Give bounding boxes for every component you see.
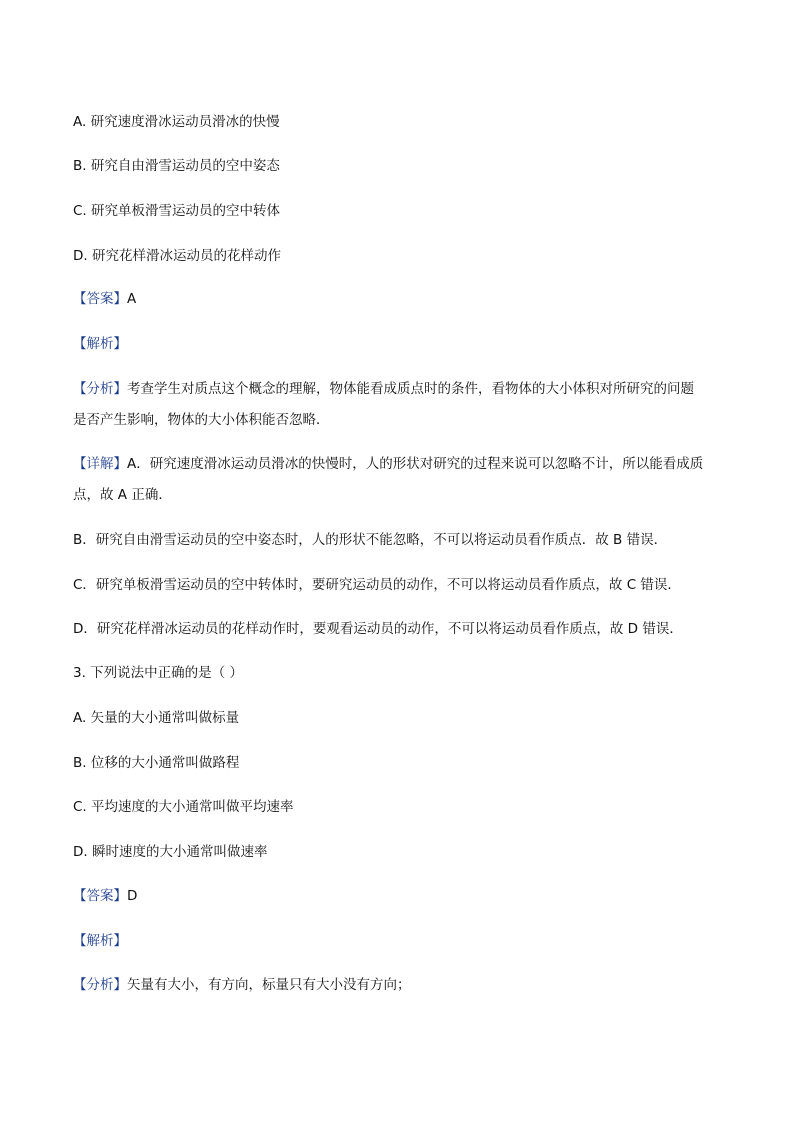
detail-tag: 【详解】 — [73, 456, 127, 472]
q3-option-b: B. 位移的大小通常叫做路程 — [73, 755, 240, 771]
q3-answer — [73, 888, 733, 904]
q2-option-a: A. 研究速度滑冰运动员滑冰的快慢 — [73, 114, 280, 130]
q2-option-c: C. 研究单板滑雪运动员的空中转体 — [73, 203, 281, 219]
fenxi-text: 考查学生对质点这个概念的理解，物体能看成质点时的条件，看物体的大小体积对所研究的问题 — [127, 381, 694, 397]
q3-analysis-heading — [73, 933, 733, 949]
q2-detail-d: D．研究花样滑冰运动员的花样动作时，要观看运动员的动作，不可以将运动员看作质点，故 D 错误． — [73, 621, 683, 637]
q2-option-b: B. 研究自由滑雪运动员的空中姿态 — [73, 158, 280, 174]
q2-answer — [73, 291, 733, 307]
q2-fenxi-line-2: 是否产生影响，物体的大小体积能否忽略． — [73, 412, 330, 428]
detail-text: A．研究速度滑冰运动员滑冰的快慢时，人的形状对研究的过程来说可以忽略不计，所以能看成质 — [127, 456, 704, 472]
q3-stem: 3. 下列说法中正确的是（ ） — [73, 665, 243, 681]
analysis-tag: 【解析】 — [73, 336, 127, 352]
q3-fenxi-line-1 — [73, 977, 733, 993]
fenxi-tag: 【分析】 — [73, 977, 127, 993]
q2-detail-line-2: 点，故 A 正确． — [73, 487, 172, 503]
q2-detail-line-1 — [73, 456, 733, 472]
q2-analysis-heading — [73, 336, 733, 352]
answer-tag: 【答案】 — [73, 888, 127, 904]
q2-detail-c: C．研究单板滑雪运动员的空中转体时，要研究运动员的动作，不可以将运动员看作质点，故 C 错误． — [73, 577, 681, 593]
q2-fenxi-line-1 — [73, 381, 733, 397]
q3-option-a: A. 矢量的大小通常叫做标量 — [73, 710, 240, 726]
answer-tag: 【答案】 — [73, 291, 127, 307]
q2-detail-b: B．研究自由滑雪运动员的空中姿态时，人的形状不能忽略，不可以将运动员看作质点．故 B 错误． — [73, 532, 668, 548]
q2-option-d: D. 研究花样滑冰运动员的花样动作 — [73, 248, 281, 264]
q3-option-c: C. 平均速度的大小通常叫做平均速率 — [73, 799, 294, 815]
answer-value: A — [127, 291, 137, 307]
q3-option-d: D. 瞬时速度的大小通常叫做速率 — [73, 844, 268, 860]
fenxi-text: 矢量有大小，有方向，标量只有大小没有方向； — [127, 977, 411, 993]
analysis-tag: 【解析】 — [73, 933, 127, 949]
answer-value: D — [127, 888, 138, 904]
fenxi-tag: 【分析】 — [73, 381, 127, 397]
